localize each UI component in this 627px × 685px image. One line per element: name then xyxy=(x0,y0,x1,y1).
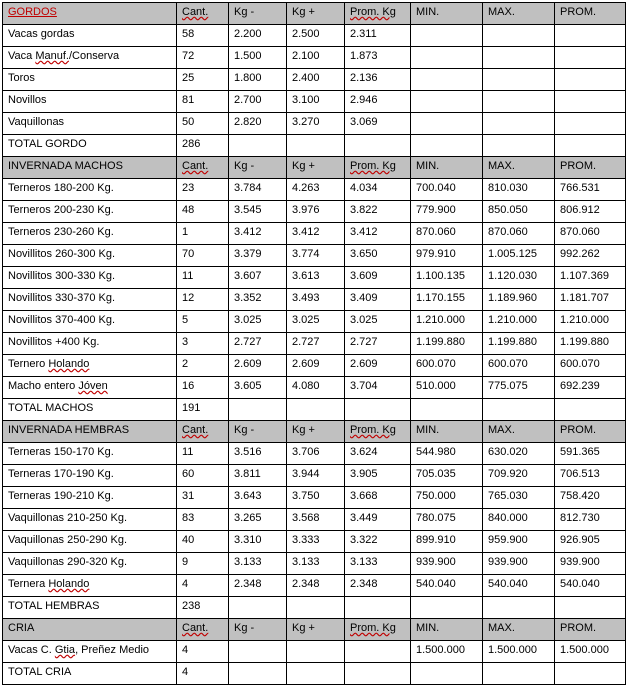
row-label: Vaquillonas 210-250 Kg. xyxy=(3,509,177,531)
row-prom: 926.905 xyxy=(555,531,626,553)
row-max: 600.070 xyxy=(483,355,555,377)
total-label: TOTAL GORDO xyxy=(3,135,177,157)
total-prom xyxy=(555,597,626,619)
row-prom: 591.365 xyxy=(555,443,626,465)
row-prom-kg: 2.136 xyxy=(345,69,411,91)
section-header-row-invernada-machos xyxy=(3,157,626,179)
row-kg-min: 3.379 xyxy=(229,245,287,267)
total-kg-min xyxy=(229,597,287,619)
total-kg-max xyxy=(287,399,345,421)
row-min: 780.075 xyxy=(411,509,483,531)
column-header-prom: PROM. xyxy=(555,619,626,641)
row-kg-max: 3.944 xyxy=(287,465,345,487)
row-cant: 3 xyxy=(177,333,229,355)
row-kg-max: 3.270 xyxy=(287,113,345,135)
total-cant: 191 xyxy=(177,399,229,421)
row-prom: 1.210.000 xyxy=(555,311,626,333)
row-min: 979.910 xyxy=(411,245,483,267)
table-row xyxy=(3,641,626,663)
row-cant: 60 xyxy=(177,465,229,487)
row-label: Novillitos 300-330 Kg. xyxy=(3,267,177,289)
section-title-invernada-hembras: INVERNADA HEMBRAS xyxy=(3,421,177,443)
row-kg-max: 3.412 xyxy=(287,223,345,245)
row-kg-max: 3.493 xyxy=(287,289,345,311)
row-cant: 40 xyxy=(177,531,229,553)
row-prom: 1.181.707 xyxy=(555,289,626,311)
row-min: 705.035 xyxy=(411,465,483,487)
row-min: 1.199.880 xyxy=(411,333,483,355)
column-header-prom: PROM. xyxy=(555,157,626,179)
row-kg-min: 3.310 xyxy=(229,531,287,553)
column-header-kg-min: Kg - xyxy=(229,3,287,25)
row-min: 779.900 xyxy=(411,201,483,223)
row-kg-max: 4.080 xyxy=(287,377,345,399)
row-min: 899.910 xyxy=(411,531,483,553)
row-label: Terneros 200-230 Kg. xyxy=(3,201,177,223)
table-row xyxy=(3,289,626,311)
row-cant: 31 xyxy=(177,487,229,509)
row-prom-kg: 3.624 xyxy=(345,443,411,465)
row-kg-max: 3.333 xyxy=(287,531,345,553)
column-header-min: MIN. xyxy=(411,157,483,179)
row-max: 630.020 xyxy=(483,443,555,465)
total-max xyxy=(483,663,555,685)
row-label: Vaquillonas 250-290 Kg. xyxy=(3,531,177,553)
row-label: Novillos xyxy=(3,91,177,113)
row-label: Ternera Holando xyxy=(3,575,177,597)
row-kg-max: 2.500 xyxy=(287,25,345,47)
total-kg-max xyxy=(287,135,345,157)
row-prom-kg: 3.668 xyxy=(345,487,411,509)
row-prom-kg: 2.727 xyxy=(345,333,411,355)
column-header-prom: PROM. xyxy=(555,3,626,25)
section-title-invernada-machos: INVERNADA MACHOS xyxy=(3,157,177,179)
total-max xyxy=(483,597,555,619)
row-kg-max: 3.133 xyxy=(287,553,345,575)
row-kg-min: 2.820 xyxy=(229,113,287,135)
row-prom: 806.912 xyxy=(555,201,626,223)
row-prom-kg: 1.873 xyxy=(345,47,411,69)
row-prom: 812.730 xyxy=(555,509,626,531)
row-kg-min xyxy=(229,641,287,663)
row-label: Novillitos 260-300 Kg. xyxy=(3,245,177,267)
total-label: TOTAL HEMBRAS xyxy=(3,597,177,619)
row-cant: 2 xyxy=(177,355,229,377)
row-cant: 11 xyxy=(177,443,229,465)
row-max: 939.900 xyxy=(483,553,555,575)
table-row xyxy=(3,333,626,355)
column-header-cant: Cant. xyxy=(177,619,229,641)
row-min: 700.040 xyxy=(411,179,483,201)
row-kg-min: 3.545 xyxy=(229,201,287,223)
total-min xyxy=(411,399,483,421)
row-label: Terneras 190-210 Kg. xyxy=(3,487,177,509)
row-cant: 11 xyxy=(177,267,229,289)
row-cant: 23 xyxy=(177,179,229,201)
row-min xyxy=(411,25,483,47)
table-row xyxy=(3,91,626,113)
row-label: Toros xyxy=(3,69,177,91)
table-row xyxy=(3,443,626,465)
column-header-max: MAX. xyxy=(483,421,555,443)
row-kg-min: 3.412 xyxy=(229,223,287,245)
row-kg-max xyxy=(287,641,345,663)
column-header-cant: Cant. xyxy=(177,3,229,25)
row-kg-min: 3.133 xyxy=(229,553,287,575)
row-label: Vacas C. Gtia, Preñez Medio xyxy=(3,641,177,663)
row-prom-kg xyxy=(345,641,411,663)
row-kg-min: 1.500 xyxy=(229,47,287,69)
row-kg-max: 3.613 xyxy=(287,267,345,289)
column-header-kg-max: Kg + xyxy=(287,619,345,641)
row-prom xyxy=(555,113,626,135)
row-prom-kg: 3.025 xyxy=(345,311,411,333)
row-cant: 4 xyxy=(177,641,229,663)
row-label: Vaca Manuf./Conserva xyxy=(3,47,177,69)
table-row xyxy=(3,553,626,575)
row-label: Vacas gordas xyxy=(3,25,177,47)
row-kg-max: 3.750 xyxy=(287,487,345,509)
section-title-gordos: GORDOS xyxy=(3,3,177,25)
row-prom xyxy=(555,69,626,91)
column-header-kg-min: Kg - xyxy=(229,421,287,443)
section-header-row-cria xyxy=(3,619,626,641)
row-prom: 1.107.369 xyxy=(555,267,626,289)
column-header-prom-kg: Prom. Kg xyxy=(345,421,411,443)
column-header-kg-min: Kg - xyxy=(229,619,287,641)
row-label: Novillitos 370-400 Kg. xyxy=(3,311,177,333)
row-kg-max: 3.976 xyxy=(287,201,345,223)
row-kg-min: 2.609 xyxy=(229,355,287,377)
total-prom-kg xyxy=(345,135,411,157)
table-row xyxy=(3,377,626,399)
total-kg-max xyxy=(287,597,345,619)
row-label: Terneros 230-260 Kg. xyxy=(3,223,177,245)
row-kg-max: 2.100 xyxy=(287,47,345,69)
table-row xyxy=(3,113,626,135)
total-cant: 4 xyxy=(177,663,229,685)
row-cant: 25 xyxy=(177,69,229,91)
table-row xyxy=(3,465,626,487)
row-prom: 766.531 xyxy=(555,179,626,201)
table-row xyxy=(3,47,626,69)
row-max: 1.005.125 xyxy=(483,245,555,267)
row-min: 510.000 xyxy=(411,377,483,399)
row-max: 775.075 xyxy=(483,377,555,399)
row-label: Novillitos 330-370 Kg. xyxy=(3,289,177,311)
row-cant: 16 xyxy=(177,377,229,399)
row-kg-min: 3.811 xyxy=(229,465,287,487)
row-max: 850.050 xyxy=(483,201,555,223)
row-prom: 992.262 xyxy=(555,245,626,267)
total-prom xyxy=(555,399,626,421)
row-prom: 1.500.000 xyxy=(555,641,626,663)
total-row-gordo xyxy=(3,135,626,157)
total-min xyxy=(411,597,483,619)
row-min: 939.900 xyxy=(411,553,483,575)
total-cant: 286 xyxy=(177,135,229,157)
row-prom-kg: 3.322 xyxy=(345,531,411,553)
column-header-min: MIN. xyxy=(411,421,483,443)
table-row xyxy=(3,575,626,597)
row-max xyxy=(483,25,555,47)
row-kg-min: 3.265 xyxy=(229,509,287,531)
row-prom: 939.900 xyxy=(555,553,626,575)
table-row xyxy=(3,25,626,47)
row-kg-min: 2.348 xyxy=(229,575,287,597)
row-label: Terneras 150-170 Kg. xyxy=(3,443,177,465)
row-prom: 706.513 xyxy=(555,465,626,487)
total-prom-kg xyxy=(345,399,411,421)
row-kg-max: 4.263 xyxy=(287,179,345,201)
section-header-row-invernada-hembras xyxy=(3,421,626,443)
table-row xyxy=(3,179,626,201)
row-cant: 58 xyxy=(177,25,229,47)
total-row-hembras xyxy=(3,597,626,619)
row-min: 1.210.000 xyxy=(411,311,483,333)
total-kg-max xyxy=(287,663,345,685)
column-header-min: MIN. xyxy=(411,3,483,25)
column-header-kg-max: Kg + xyxy=(287,3,345,25)
row-prom: 540.040 xyxy=(555,575,626,597)
row-kg-max: 2.348 xyxy=(287,575,345,597)
row-max xyxy=(483,47,555,69)
row-prom-kg: 3.704 xyxy=(345,377,411,399)
total-max xyxy=(483,399,555,421)
column-header-max: MAX. xyxy=(483,157,555,179)
row-label: Macho entero Jóven xyxy=(3,377,177,399)
row-cant: 72 xyxy=(177,47,229,69)
row-max: 870.060 xyxy=(483,223,555,245)
row-min xyxy=(411,91,483,113)
row-min xyxy=(411,113,483,135)
row-kg-max: 2.727 xyxy=(287,333,345,355)
row-kg-min: 2.700 xyxy=(229,91,287,113)
row-prom-kg: 2.348 xyxy=(345,575,411,597)
column-header-kg-min: Kg - xyxy=(229,157,287,179)
total-min xyxy=(411,663,483,685)
row-prom: 1.199.880 xyxy=(555,333,626,355)
row-label: Novillitos +400 Kg. xyxy=(3,333,177,355)
row-kg-min: 2.727 xyxy=(229,333,287,355)
row-prom xyxy=(555,25,626,47)
row-kg-max: 3.100 xyxy=(287,91,345,113)
row-max xyxy=(483,69,555,91)
table-row xyxy=(3,355,626,377)
row-min: 540.040 xyxy=(411,575,483,597)
row-label: Vaquillonas 290-320 Kg. xyxy=(3,553,177,575)
livestock-price-table xyxy=(2,2,626,685)
row-prom xyxy=(555,91,626,113)
row-min: 1.500.000 xyxy=(411,641,483,663)
row-kg-max: 3.025 xyxy=(287,311,345,333)
row-max: 1.189.960 xyxy=(483,289,555,311)
row-cant: 9 xyxy=(177,553,229,575)
row-kg-min: 3.025 xyxy=(229,311,287,333)
row-prom-kg: 3.650 xyxy=(345,245,411,267)
total-kg-min xyxy=(229,399,287,421)
column-header-max: MAX. xyxy=(483,619,555,641)
row-min: 1.100.135 xyxy=(411,267,483,289)
row-prom-kg: 3.069 xyxy=(345,113,411,135)
table-row xyxy=(3,487,626,509)
row-max: 959.900 xyxy=(483,531,555,553)
row-kg-min: 1.800 xyxy=(229,69,287,91)
total-prom-kg xyxy=(345,663,411,685)
row-min: 1.170.155 xyxy=(411,289,483,311)
column-header-cant: Cant. xyxy=(177,157,229,179)
row-prom: 600.070 xyxy=(555,355,626,377)
row-kg-min: 2.200 xyxy=(229,25,287,47)
row-label: Terneras 170-190 Kg. xyxy=(3,465,177,487)
row-prom-kg: 3.449 xyxy=(345,509,411,531)
total-label: TOTAL CRIA xyxy=(3,663,177,685)
column-header-kg-max: Kg + xyxy=(287,157,345,179)
row-label: Vaquillonas xyxy=(3,113,177,135)
row-prom-kg: 3.412 xyxy=(345,223,411,245)
row-prom-kg: 4.034 xyxy=(345,179,411,201)
row-max xyxy=(483,91,555,113)
column-header-prom: PROM. xyxy=(555,421,626,443)
row-kg-min: 3.516 xyxy=(229,443,287,465)
row-min xyxy=(411,69,483,91)
table-row xyxy=(3,245,626,267)
row-cant: 5 xyxy=(177,311,229,333)
row-prom-kg: 2.946 xyxy=(345,91,411,113)
row-prom-kg: 3.905 xyxy=(345,465,411,487)
column-header-prom-kg: Prom. Kg xyxy=(345,157,411,179)
table-row xyxy=(3,509,626,531)
row-max: 1.500.000 xyxy=(483,641,555,663)
column-header-cant: Cant. xyxy=(177,421,229,443)
total-max xyxy=(483,135,555,157)
row-max: 540.040 xyxy=(483,575,555,597)
total-row-machos xyxy=(3,399,626,421)
row-prom-kg: 3.133 xyxy=(345,553,411,575)
section-title-cria: CRIA xyxy=(3,619,177,641)
row-prom-kg: 2.609 xyxy=(345,355,411,377)
row-kg-min: 3.352 xyxy=(229,289,287,311)
row-min: 544.980 xyxy=(411,443,483,465)
row-label: Ternero Holando xyxy=(3,355,177,377)
row-cant: 4 xyxy=(177,575,229,597)
row-max: 1.199.880 xyxy=(483,333,555,355)
column-header-min: MIN. xyxy=(411,619,483,641)
total-kg-min xyxy=(229,135,287,157)
column-header-prom-kg: Prom. Kg xyxy=(345,3,411,25)
row-max xyxy=(483,113,555,135)
total-kg-min xyxy=(229,663,287,685)
table-row xyxy=(3,69,626,91)
column-header-kg-max: Kg + xyxy=(287,421,345,443)
row-cant: 1 xyxy=(177,223,229,245)
total-prom xyxy=(555,663,626,685)
table-row xyxy=(3,531,626,553)
row-kg-max: 2.609 xyxy=(287,355,345,377)
row-cant: 50 xyxy=(177,113,229,135)
total-row-cria xyxy=(3,663,626,685)
row-kg-max: 3.568 xyxy=(287,509,345,531)
row-prom-kg: 3.409 xyxy=(345,289,411,311)
table-row xyxy=(3,201,626,223)
section-header-row-gordos xyxy=(3,3,626,25)
total-prom-kg xyxy=(345,597,411,619)
row-cant: 12 xyxy=(177,289,229,311)
row-max: 709.920 xyxy=(483,465,555,487)
row-max: 1.120.030 xyxy=(483,267,555,289)
row-kg-min: 3.643 xyxy=(229,487,287,509)
row-prom: 692.239 xyxy=(555,377,626,399)
table-row xyxy=(3,267,626,289)
row-prom: 870.060 xyxy=(555,223,626,245)
total-prom xyxy=(555,135,626,157)
row-max: 765.030 xyxy=(483,487,555,509)
row-prom-kg: 3.609 xyxy=(345,267,411,289)
row-cant: 70 xyxy=(177,245,229,267)
row-prom: 758.420 xyxy=(555,487,626,509)
column-header-prom-kg: Prom. Kg xyxy=(345,619,411,641)
row-max: 810.030 xyxy=(483,179,555,201)
row-cant: 81 xyxy=(177,91,229,113)
table-row xyxy=(3,223,626,245)
row-min: 600.070 xyxy=(411,355,483,377)
row-max: 840.000 xyxy=(483,509,555,531)
total-label: TOTAL MACHOS xyxy=(3,399,177,421)
row-prom-kg: 2.311 xyxy=(345,25,411,47)
row-kg-max: 3.774 xyxy=(287,245,345,267)
row-prom xyxy=(555,47,626,69)
total-min xyxy=(411,135,483,157)
row-kg-min: 3.784 xyxy=(229,179,287,201)
row-label: Terneros 180-200 Kg. xyxy=(3,179,177,201)
row-cant: 83 xyxy=(177,509,229,531)
row-min xyxy=(411,47,483,69)
row-kg-max: 3.706 xyxy=(287,443,345,465)
table-row xyxy=(3,311,626,333)
row-max: 1.210.000 xyxy=(483,311,555,333)
row-kg-max: 2.400 xyxy=(287,69,345,91)
row-kg-min: 3.605 xyxy=(229,377,287,399)
row-min: 870.060 xyxy=(411,223,483,245)
row-prom-kg: 3.822 xyxy=(345,201,411,223)
total-cant: 238 xyxy=(177,597,229,619)
row-min: 750.000 xyxy=(411,487,483,509)
row-cant: 48 xyxy=(177,201,229,223)
row-kg-min: 3.607 xyxy=(229,267,287,289)
column-header-max: MAX. xyxy=(483,3,555,25)
